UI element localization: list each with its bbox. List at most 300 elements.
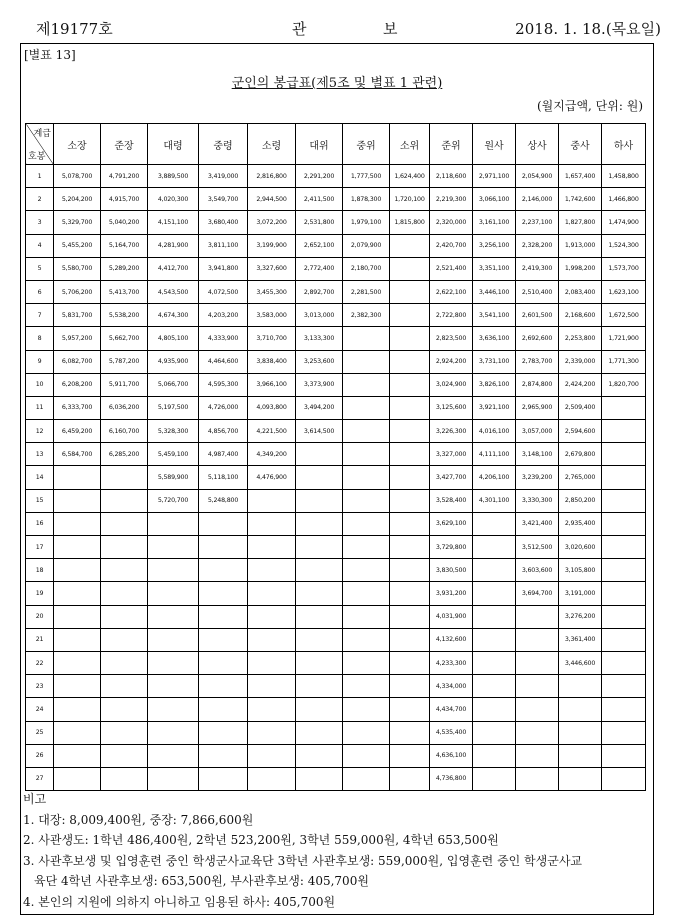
salary-cell: 2,146,000 <box>516 188 559 211</box>
salary-cell <box>602 512 646 535</box>
salary-cell: 6,160,700 <box>101 420 148 443</box>
salary-cell: 5,589,900 <box>148 466 199 489</box>
salary-cell <box>390 234 430 257</box>
salary-cell: 3,253,600 <box>296 350 343 373</box>
remarks <box>23 789 582 912</box>
salary-cell: 3,494,200 <box>296 396 343 419</box>
salary-cell: 4,791,200 <box>101 165 148 188</box>
salary-cell <box>390 350 430 373</box>
salary-cell: 1,878,300 <box>343 188 390 211</box>
salary-cell <box>390 327 430 350</box>
issue-date: 2018. 1. 18.(목요일) <box>515 20 661 38</box>
salary-cell <box>101 512 148 535</box>
salary-cell <box>390 257 430 280</box>
salary-cell: 2,253,800 <box>559 327 602 350</box>
salary-cell: 1,820,700 <box>602 373 646 396</box>
salary-cell <box>602 420 646 443</box>
salary-cell: 2,874,800 <box>516 373 559 396</box>
salary-cell: 2,965,900 <box>516 396 559 419</box>
salary-cell: 2,850,200 <box>559 489 602 512</box>
remark-2: 2. 사관생도: 1학년 486,400원, 2학년 523,200원, 3학년 559,000원, 4학년 653,500원 <box>23 833 499 847</box>
salary-cell: 6,036,200 <box>101 396 148 419</box>
salary-cell: 3,889,500 <box>148 165 199 188</box>
salary-cell <box>199 628 248 651</box>
salary-cell: 1,771,300 <box>602 350 646 373</box>
salary-cell <box>148 698 199 721</box>
salary-cell <box>148 744 199 767</box>
salary-cell <box>248 628 296 651</box>
salary-cell: 2,083,400 <box>559 280 602 303</box>
salary-cell: 2,291,200 <box>296 165 343 188</box>
salary-cell: 4,281,900 <box>148 234 199 257</box>
salary-cell <box>148 605 199 628</box>
salary-cell: 3,239,200 <box>516 466 559 489</box>
salary-cell <box>54 466 101 489</box>
salary-cell: 4,412,700 <box>148 257 199 280</box>
salary-cell: 4,221,500 <box>248 420 296 443</box>
salary-cell <box>199 721 248 744</box>
salary-cell <box>343 675 390 698</box>
salary-cell <box>343 651 390 674</box>
salary-cell: 1,624,400 <box>390 165 430 188</box>
salary-cell <box>343 420 390 443</box>
salary-cell: 3,013,000 <box>296 304 343 327</box>
salary-cell <box>390 628 430 651</box>
salary-cell: 3,105,800 <box>559 559 602 582</box>
salary-cell <box>54 559 101 582</box>
salary-cell: 1,777,500 <box>343 165 390 188</box>
salary-cell <box>248 698 296 721</box>
step-cell: 5 <box>26 257 54 280</box>
step-cell: 9 <box>26 350 54 373</box>
salary-cell: 3,421,400 <box>516 512 559 535</box>
salary-cell <box>602 489 646 512</box>
salary-cell: 3,330,300 <box>516 489 559 512</box>
salary-cell <box>296 721 343 744</box>
salary-cell: 4,349,200 <box>248 443 296 466</box>
salary-cell <box>602 651 646 674</box>
salary-cell <box>101 582 148 605</box>
step-cell: 3 <box>26 211 54 234</box>
table-row <box>26 211 646 234</box>
salary-cell <box>148 512 199 535</box>
step-cell: 20 <box>26 605 54 628</box>
salary-cell: 3,629,100 <box>430 512 473 535</box>
salary-cell <box>248 744 296 767</box>
salary-cell: 2,509,400 <box>559 396 602 419</box>
salary-cell: 1,979,100 <box>343 211 390 234</box>
salary-cell <box>559 675 602 698</box>
table-row <box>26 559 646 582</box>
salary-cell: 3,446,100 <box>473 280 516 303</box>
salary-cell: 5,459,100 <box>148 443 199 466</box>
column-header: 중령 <box>199 124 248 165</box>
salary-cell: 4,016,100 <box>473 420 516 443</box>
salary-cell: 3,133,300 <box>296 327 343 350</box>
appendix-tag: [별표 13] <box>24 48 76 62</box>
salary-cell: 2,594,600 <box>559 420 602 443</box>
step-cell: 4 <box>26 234 54 257</box>
salary-cell <box>516 675 559 698</box>
salary-cell: 2,521,400 <box>430 257 473 280</box>
step-label: 호봉 <box>28 152 46 162</box>
salary-cell <box>54 767 101 790</box>
salary-cell <box>473 582 516 605</box>
salary-cell: 5,066,700 <box>148 373 199 396</box>
salary-cell <box>148 767 199 790</box>
salary-cell <box>602 396 646 419</box>
column-header: 대위 <box>296 124 343 165</box>
salary-cell <box>54 721 101 744</box>
salary-cell <box>148 582 199 605</box>
table-row <box>26 721 646 744</box>
step-cell: 15 <box>26 489 54 512</box>
salary-cell: 2,823,500 <box>430 327 473 350</box>
salary-cell: 4,031,900 <box>430 605 473 628</box>
salary-cell <box>148 721 199 744</box>
salary-cell: 2,320,000 <box>430 211 473 234</box>
salary-cell: 4,674,300 <box>148 304 199 327</box>
salary-cell <box>199 512 248 535</box>
salary-cell <box>343 396 390 419</box>
salary-cell: 2,328,200 <box>516 234 559 257</box>
salary-cell <box>296 698 343 721</box>
salary-cell: 4,093,800 <box>248 396 296 419</box>
salary-cell: 2,054,900 <box>516 165 559 188</box>
salary-cell <box>101 698 148 721</box>
salary-cell: 3,199,900 <box>248 234 296 257</box>
salary-cell: 3,148,100 <box>516 443 559 466</box>
column-header: 원사 <box>473 124 516 165</box>
salary-cell: 4,464,600 <box>199 350 248 373</box>
table-row <box>26 512 646 535</box>
salary-cell: 3,549,700 <box>199 188 248 211</box>
salary-cell: 5,118,100 <box>199 466 248 489</box>
salary-cell: 2,924,200 <box>430 350 473 373</box>
salary-cell: 3,024,900 <box>430 373 473 396</box>
issue-number: 제19177호 <box>36 20 113 38</box>
salary-cell: 5,538,200 <box>101 304 148 327</box>
unit-note: (월지급액, 단위: 원) <box>537 99 643 113</box>
salary-cell: 5,455,200 <box>54 234 101 257</box>
salary-cell <box>101 628 148 651</box>
salary-cell <box>101 466 148 489</box>
salary-cell: 2,281,500 <box>343 280 390 303</box>
salary-cell <box>516 651 559 674</box>
step-cell: 6 <box>26 280 54 303</box>
salary-cell: 1,458,800 <box>602 165 646 188</box>
salary-cell: 4,233,300 <box>430 651 473 674</box>
salary-cell: 6,208,200 <box>54 373 101 396</box>
salary-cell: 6,333,700 <box>54 396 101 419</box>
table-row <box>26 257 646 280</box>
salary-cell: 1,720,100 <box>390 188 430 211</box>
salary-cell <box>390 767 430 790</box>
table-row <box>26 628 646 651</box>
salary-cell: 5,706,200 <box>54 280 101 303</box>
salary-cell: 4,805,100 <box>148 327 199 350</box>
salary-cell: 2,944,500 <box>248 188 296 211</box>
salary-cell <box>390 582 430 605</box>
column-header: 하사 <box>602 124 646 165</box>
salary-cell <box>343 698 390 721</box>
salary-cell <box>343 536 390 559</box>
salary-cell <box>516 605 559 628</box>
salary-cell <box>248 512 296 535</box>
salary-cell: 4,856,700 <box>199 420 248 443</box>
salary-cell: 3,614,500 <box>296 420 343 443</box>
table-row <box>26 443 646 466</box>
step-cell: 25 <box>26 721 54 744</box>
column-header: 소령 <box>248 124 296 165</box>
salary-cell: 5,413,700 <box>101 280 148 303</box>
salary-cell: 3,512,500 <box>516 536 559 559</box>
salary-cell: 3,729,800 <box>430 536 473 559</box>
salary-cell: 2,510,400 <box>516 280 559 303</box>
salary-cell: 2,411,500 <box>296 188 343 211</box>
salary-cell <box>473 767 516 790</box>
salary-cell: 3,276,200 <box>559 605 602 628</box>
table-row <box>26 165 646 188</box>
salary-cell <box>54 536 101 559</box>
salary-cell: 3,327,600 <box>248 257 296 280</box>
salary-cell <box>296 489 343 512</box>
gazette-title-char-2: 보 <box>383 20 398 38</box>
salary-cell <box>516 628 559 651</box>
salary-cell <box>199 744 248 767</box>
salary-cell: 3,931,200 <box>430 582 473 605</box>
salary-cell: 3,361,400 <box>559 628 602 651</box>
column-header: 소위 <box>390 124 430 165</box>
salary-cell: 1,672,500 <box>602 304 646 327</box>
salary-cell <box>148 675 199 698</box>
salary-cell: 1,623,100 <box>602 280 646 303</box>
salary-cell: 1,998,200 <box>559 257 602 280</box>
salary-cell <box>248 767 296 790</box>
salary-cell: 5,248,800 <box>199 489 248 512</box>
salary-cell <box>101 721 148 744</box>
salary-cell <box>343 373 390 396</box>
salary-cell <box>101 536 148 559</box>
table-row <box>26 744 646 767</box>
table-row <box>26 489 646 512</box>
table-title-text: 군인의 봉급표(제5조 및 별표 1 관련) <box>231 76 443 91</box>
salary-cell <box>148 651 199 674</box>
salary-cell <box>54 605 101 628</box>
salary-cell: 1,913,000 <box>559 234 602 257</box>
salary-cell: 6,584,700 <box>54 443 101 466</box>
salary-cell <box>296 605 343 628</box>
salary-cell <box>248 582 296 605</box>
table-row <box>26 675 646 698</box>
salary-cell <box>343 512 390 535</box>
salary-cell <box>248 536 296 559</box>
salary-cell: 2,531,800 <box>296 211 343 234</box>
salary-cell: 1,466,800 <box>602 188 646 211</box>
salary-cell <box>54 698 101 721</box>
salary-cell <box>54 744 101 767</box>
salary-cell: 3,603,600 <box>516 559 559 582</box>
table-title <box>21 72 653 91</box>
salary-cell: 2,722,800 <box>430 304 473 327</box>
salary-cell <box>199 536 248 559</box>
salary-cell <box>296 582 343 605</box>
salary-cell: 2,079,900 <box>343 234 390 257</box>
salary-cell: 1,827,800 <box>559 211 602 234</box>
salary-cell: 3,072,200 <box>248 211 296 234</box>
salary-cell: 3,811,100 <box>199 234 248 257</box>
salary-cell: 3,351,100 <box>473 257 516 280</box>
salary-cell: 3,057,000 <box>516 420 559 443</box>
salary-cell <box>148 559 199 582</box>
salary-cell: 2,339,000 <box>559 350 602 373</box>
salary-cell <box>54 512 101 535</box>
salary-cell: 5,197,500 <box>148 396 199 419</box>
salary-cell <box>473 651 516 674</box>
salary-cell <box>602 605 646 628</box>
salary-cell <box>473 675 516 698</box>
salary-cell <box>473 512 516 535</box>
salary-cell: 4,636,100 <box>430 744 473 767</box>
salary-cell: 4,072,500 <box>199 280 248 303</box>
salary-cell: 2,622,100 <box>430 280 473 303</box>
salary-cell: 3,191,000 <box>559 582 602 605</box>
salary-cell: 2,816,800 <box>248 165 296 188</box>
salary-cell <box>296 675 343 698</box>
salary-cell <box>390 698 430 721</box>
remarks-heading: 비고 <box>23 792 47 806</box>
salary-cell <box>296 512 343 535</box>
salary-cell: 5,911,700 <box>101 373 148 396</box>
salary-cell <box>248 651 296 674</box>
salary-cell: 3,455,300 <box>248 280 296 303</box>
salary-cell <box>296 767 343 790</box>
salary-cell: 3,125,600 <box>430 396 473 419</box>
salary-cell <box>473 536 516 559</box>
step-cell: 21 <box>26 628 54 651</box>
salary-cell <box>101 605 148 628</box>
salary-cell <box>390 651 430 674</box>
salary-cell: 2,679,800 <box>559 443 602 466</box>
table-row <box>26 327 646 350</box>
salary-cell: 1,721,900 <box>602 327 646 350</box>
table-row <box>26 536 646 559</box>
salary-cell <box>390 744 430 767</box>
salary-cell <box>343 582 390 605</box>
table-row <box>26 280 646 303</box>
salary-cell: 3,528,400 <box>430 489 473 512</box>
salary-cell <box>473 721 516 744</box>
salary-cell: 1,742,600 <box>559 188 602 211</box>
salary-cell <box>559 721 602 744</box>
salary-cell: 1,524,300 <box>602 234 646 257</box>
salary-cell: 2,652,100 <box>296 234 343 257</box>
salary-cell: 5,204,200 <box>54 188 101 211</box>
salary-cell <box>248 489 296 512</box>
salary-cell: 5,040,200 <box>101 211 148 234</box>
salary-cell: 2,118,600 <box>430 165 473 188</box>
salary-cell: 6,459,200 <box>54 420 101 443</box>
salary-cell: 4,987,400 <box>199 443 248 466</box>
salary-cell: 3,427,700 <box>430 466 473 489</box>
step-cell: 7 <box>26 304 54 327</box>
table-row <box>26 466 646 489</box>
salary-cell: 4,151,100 <box>148 211 199 234</box>
salary-cell: 3,731,100 <box>473 350 516 373</box>
salary-cell <box>473 628 516 651</box>
salary-cell <box>248 559 296 582</box>
salary-cell <box>199 767 248 790</box>
salary-cell <box>148 628 199 651</box>
salary-cell <box>559 698 602 721</box>
salary-cell: 4,206,100 <box>473 466 516 489</box>
salary-cell: 2,382,300 <box>343 304 390 327</box>
salary-cell <box>602 698 646 721</box>
salary-cell: 2,772,400 <box>296 257 343 280</box>
salary-cell: 4,915,700 <box>101 188 148 211</box>
salary-cell <box>473 605 516 628</box>
salary-cell: 5,289,200 <box>101 257 148 280</box>
salary-cell: 5,662,700 <box>101 327 148 350</box>
salary-cell: 4,132,600 <box>430 628 473 651</box>
step-cell: 26 <box>26 744 54 767</box>
salary-cell: 1,573,700 <box>602 257 646 280</box>
salary-cell <box>343 559 390 582</box>
salary-cell <box>199 675 248 698</box>
step-cell: 27 <box>26 767 54 790</box>
salary-cell <box>473 559 516 582</box>
table-row <box>26 188 646 211</box>
salary-cell: 2,892,700 <box>296 280 343 303</box>
salary-cell <box>54 489 101 512</box>
salary-cell <box>296 651 343 674</box>
salary-cell: 2,692,600 <box>516 327 559 350</box>
table-row <box>26 304 646 327</box>
salary-cell <box>516 721 559 744</box>
salary-cell <box>101 767 148 790</box>
salary-cell: 3,921,100 <box>473 396 516 419</box>
salary-cell <box>390 489 430 512</box>
salary-cell: 4,476,900 <box>248 466 296 489</box>
step-cell: 14 <box>26 466 54 489</box>
salary-cell: 6,285,200 <box>101 443 148 466</box>
column-header: 대령 <box>148 124 199 165</box>
rank-label: 계급 <box>33 129 51 139</box>
step-cell: 23 <box>26 675 54 698</box>
salary-cell: 1,474,900 <box>602 211 646 234</box>
step-cell: 11 <box>26 396 54 419</box>
salary-cell: 2,219,300 <box>430 188 473 211</box>
salary-cell: 4,736,800 <box>430 767 473 790</box>
salary-cell: 3,710,700 <box>248 327 296 350</box>
salary-cell <box>343 605 390 628</box>
table-row <box>26 396 646 419</box>
step-cell: 19 <box>26 582 54 605</box>
table-row <box>26 234 646 257</box>
salary-cell: 3,020,600 <box>559 536 602 559</box>
salary-cell <box>602 582 646 605</box>
salary-cell: 2,419,300 <box>516 257 559 280</box>
corner-cell <box>26 124 54 165</box>
salary-cell <box>296 744 343 767</box>
table-row <box>26 605 646 628</box>
salary-cell: 1,815,800 <box>390 211 430 234</box>
step-cell: 16 <box>26 512 54 535</box>
salary-cell <box>343 443 390 466</box>
salary-cell <box>473 698 516 721</box>
salary-cell: 4,595,300 <box>199 373 248 396</box>
column-header: 중위 <box>343 124 390 165</box>
